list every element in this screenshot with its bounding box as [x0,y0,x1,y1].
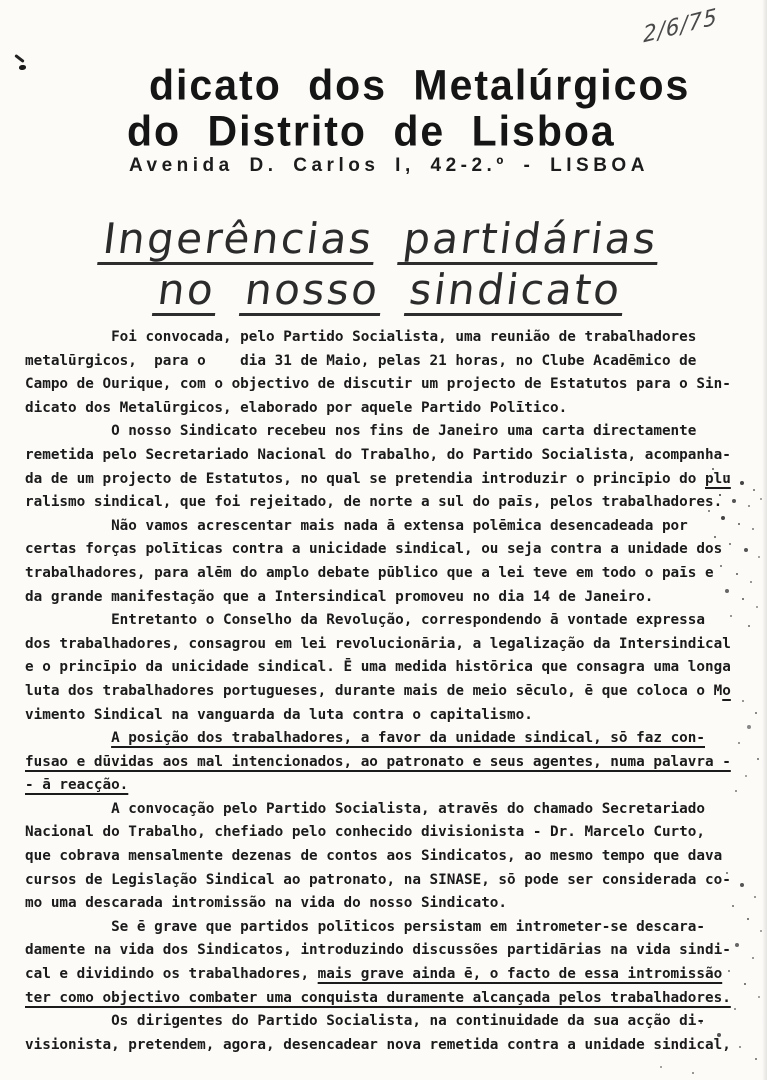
body-text: remetida pelo Secretariado Nacional do Trabalho, do Partido Socialista, acompanha- [25,446,731,463]
body-text: dicato dos Metalūrgicos, elaborado por aquele Partido Polītico. [25,399,568,416]
body-line [25,491,759,515]
body-text: Não vamos acrescentar mais nada ā extensa polēmica desencadeada por [25,517,688,534]
underlined-text: plu [705,470,731,487]
body-text: e o princīpio da unicidade sindical. Ē uma medida histōrica que consagra uma longa [25,659,731,676]
body-text: Campo de Ourique, com o objectivo de discutir um projecto de Estatutos para o Sin- [25,376,731,393]
org-address: Avenida D. Carlos I, 42-2.º - LISBOA [129,155,649,176]
ink-mark [14,54,25,63]
body-line [25,444,759,468]
body-text [25,730,111,746]
body-text: trabalhadores, para alēm do amplo debate pūblico que a lei teve em todo o paīs e [25,564,714,581]
body-line [25,515,759,539]
body-line [25,1034,759,1058]
body-line [25,845,759,869]
body-line [25,538,759,562]
body-text: vimento Sindical na vanguarda da luta contra o capitalismo. [25,706,533,723]
body-text: O nosso Sindicato recebeu nos fins de Janeiro uma carta directamente [25,423,697,440]
title-word: partidárias [397,216,663,265]
body-line [25,751,759,775]
title-word: nosso [239,267,385,316]
body-text: cal e dividindo os trabalhadores, [25,966,318,983]
body-text: A convocação pelo Partido Socialista, atravēs do chamado Secretariado [25,800,705,817]
body-text: Foi convocada, pelo Partido Socialista, uma reunião de trabalhadores [25,329,697,345]
page-title [0,216,767,316]
body-line [25,869,759,893]
body-line [25,774,759,798]
body-line [25,562,759,586]
underlined-text: mais grave ainda ē, o facto de essa intromissão [317,966,723,983]
body-text: luta dos trabalhadores portugueses, durante mais de meio sēculo, ē que coloca o M [25,682,723,699]
body-line [25,892,759,916]
body-text: da de um projecto de Estatutos, no qual se pretendia introduzir o princīpio do [25,470,705,487]
body-line [25,1010,759,1034]
body-text: que cobrava mensalmente dezenas de contos aos Sindicatos, ao mesmo tempo que dava [25,848,723,865]
body-text: mo uma descarada intromissão na vida do nosso Sindicato. [25,895,508,912]
body-line [25,609,759,633]
body-line [25,916,759,940]
title-line [97,216,767,265]
org-name-line1: dicato dos Metalúrgicos [149,61,691,109]
body-line [25,420,759,444]
title-line [152,267,767,316]
body-text: Se ē grave que partidos polīticos persistam em intrometer-se descara- [25,918,705,935]
handwritten-date: 2/6/75 [642,4,719,49]
body-line [25,586,759,610]
title-word: Ingerências [97,216,379,265]
body-line [25,939,759,963]
body-text: Entretanto o Conselho da Revolução, correspondendo ā vontade expressa [25,612,705,629]
body-line [25,680,759,704]
title-word: no [152,267,221,316]
body-text: ralismo sindical, que foi rejeitado, de norte a sul do paīs, pelos trabalhadores. [25,494,723,511]
body-text: metalūrgicos, para o dia 31 de Maio, pelas 21 horas, no Clube Acadēmico de [25,352,697,369]
body-line [25,704,759,728]
underlined-text: - ā reacção. [25,777,129,794]
underlined-text: A posição dos trabalhadores, a favor da unidade sindical, sō faz con- [111,730,705,747]
body-line [25,326,759,350]
body-line [25,798,759,822]
body-line [25,468,759,492]
body-line [25,397,759,421]
body-line [25,987,759,1011]
body-line [25,633,759,657]
title-word: sindicato [403,267,627,316]
body-text: Nacional do Trabalho, chefiado pelo conhecido divisionista - Dr. Marcelo Curto, [25,824,705,841]
body-text: damente na vida dos Sindicatos, introduzindo discussões partidārias na vida sindi- [25,942,731,959]
body-line [25,821,759,845]
scan-noise [0,0,2,2]
underlined-text: o [722,682,731,699]
underlined-text: fusao e dūvidas aos mal intencionados, ao patronato e seus agentes, numa palavra - [25,753,731,770]
body-line [25,350,759,374]
body-line [25,656,759,680]
body-text: certas forças polīticas contra a unicidade sindical, ou seja contra a unidade dos [25,541,723,558]
body-text: visionista, pretendem, agora, desencadear nova remetida contra a unidade sindical, [25,1036,731,1053]
org-name-line2: do Distrito de Lisboa [127,107,616,155]
body-text: cursos de Legislação Sindical ao patronato, na SINASE, sō pode ser considerada co- [25,871,731,888]
body-text: da grande manifestação que a Intersindical promoveu no dia 14 de Janeiro. [25,588,654,605]
ink-mark [19,65,26,70]
body-line [25,963,759,987]
scan-edge-shade [762,0,767,1080]
body-line [25,373,759,397]
document-body [25,326,759,1057]
body-text: dos trabalhadores, consagrou em lei revolucionāria, a legalização da Intersindical [25,635,731,652]
underlined-text: ter como objectivo combater uma conquista duramente alcançada pelos trabalhadores. [25,989,731,1006]
body-line [25,727,759,751]
body-text: Os dirigentes do Partido Socialista, na continuidade da sua acção di- [25,1013,705,1030]
